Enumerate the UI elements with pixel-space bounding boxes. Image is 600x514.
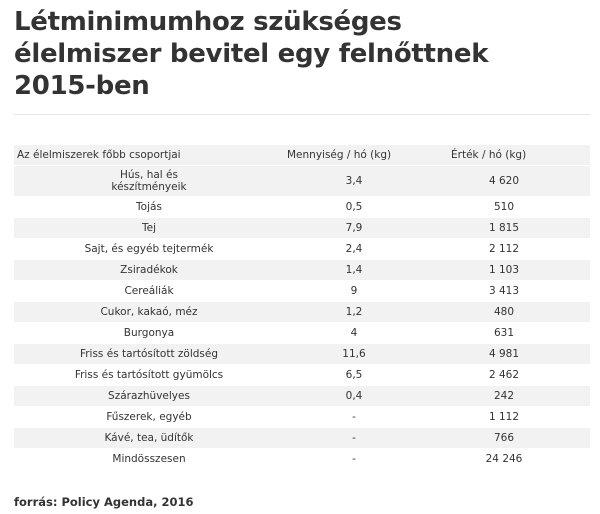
column-header-category: Az élelmiszerek főbb csoportjai [14, 145, 284, 166]
cell-quantity: 2,4 [284, 239, 448, 260]
cell-quantity: 4 [284, 323, 448, 344]
cell-value: 4 981 [448, 344, 590, 365]
cell-category: Kávé, tea, üdítők [14, 428, 284, 449]
cell-category: Cereáliák [14, 281, 284, 302]
table-header-row [14, 145, 590, 166]
table-row [14, 323, 590, 344]
cell-value: 510 [448, 197, 590, 218]
cell-value: 1 103 [448, 260, 590, 281]
table-row [14, 218, 590, 239]
cell-quantity: 6,5 [284, 365, 448, 386]
cell-value: 242 [448, 386, 590, 407]
cell-quantity: 1,2 [284, 302, 448, 323]
cell-category: Zsiradékok [14, 260, 284, 281]
cell-value: 631 [448, 323, 590, 344]
table-row [14, 428, 590, 449]
food-intake-table [14, 145, 590, 470]
table-row [14, 166, 590, 197]
table-row [14, 344, 590, 365]
cell-category: Sajt, és egyéb tejtermék [14, 239, 284, 260]
cell-category: Burgonya [14, 323, 284, 344]
cell-quantity: 1,4 [284, 260, 448, 281]
cell-value: 24 246 [448, 449, 590, 470]
table-row [14, 365, 590, 386]
cell-value: 4 620 [448, 166, 590, 197]
cell-value: 1 815 [448, 218, 590, 239]
cell-quantity: 0,5 [284, 197, 448, 218]
cell-category: Tej [14, 218, 284, 239]
cell-category: Friss és tartósított zöldség [14, 344, 284, 365]
cell-quantity: 11,6 [284, 344, 448, 365]
cell-category: Mindösszesen [14, 449, 284, 470]
table-row [14, 386, 590, 407]
column-header-quantity: Mennyiség / hó (kg) [284, 145, 448, 166]
cell-quantity: 9 [284, 281, 448, 302]
cell-value: 3 413 [448, 281, 590, 302]
cell-quantity: - [284, 449, 448, 470]
table-row [14, 197, 590, 218]
table-body [14, 166, 590, 470]
cell-value: 2 112 [448, 239, 590, 260]
cell-value: 480 [448, 302, 590, 323]
column-header-value: Érték / hó (kg) [448, 145, 590, 166]
page-title: Létminimumhoz szükséges élelmiszer bevitel egy felnőttnek 2015-ben [14, 7, 489, 101]
cell-category: Szárazhüvelyes [14, 386, 284, 407]
cell-category: Tojás [14, 197, 284, 218]
table-row [14, 239, 590, 260]
cell-quantity: 0,4 [284, 386, 448, 407]
cell-category: Friss és tartósított gyümölcs [14, 365, 284, 386]
table-row [14, 407, 590, 428]
cell-category: Hús, hal és készítményeik [14, 166, 284, 197]
table-row [14, 260, 590, 281]
cell-category: Cukor, kakaó, méz [14, 302, 284, 323]
cell-quantity: - [284, 407, 448, 428]
cell-quantity: 3,4 [284, 166, 448, 197]
source-note: forrás: Policy Agenda, 2016 [14, 495, 194, 509]
table-row [14, 302, 590, 323]
table-row [14, 449, 590, 470]
table-row [14, 281, 590, 302]
cell-value: 766 [448, 428, 590, 449]
cell-value: 2 462 [448, 365, 590, 386]
cell-quantity: - [284, 428, 448, 449]
cell-category: Fűszerek, egyéb [14, 407, 284, 428]
title-divider [14, 114, 590, 115]
cell-quantity: 7,9 [284, 218, 448, 239]
cell-value: 1 112 [448, 407, 590, 428]
